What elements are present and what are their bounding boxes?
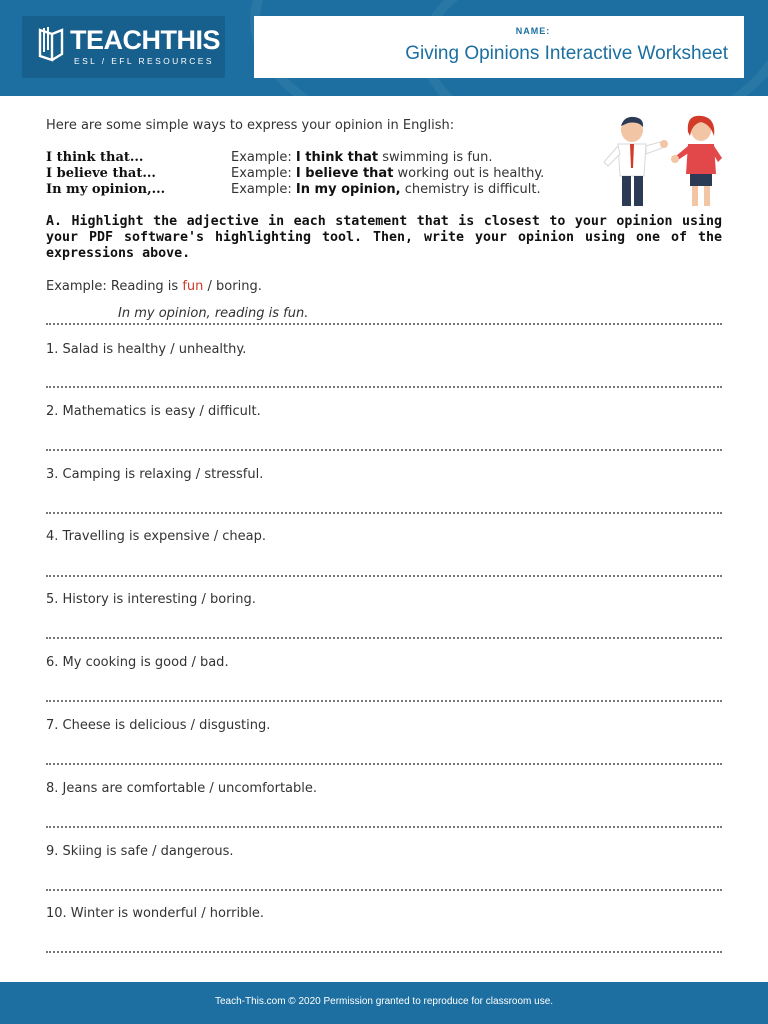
thumbs-down-woman-illustration <box>671 116 722 206</box>
example-answer-line <box>46 321 722 325</box>
phrase-row <box>46 150 544 166</box>
statement-2: 2. Mathematics is easy / difficult. <box>46 404 261 419</box>
answer-field-10[interactable] <box>46 949 722 953</box>
logo-subtitle: ESL / EFL RESOURCES <box>74 56 214 66</box>
statement-6: 6. My cooking is good / bad. <box>46 655 229 670</box>
answer-field-2[interactable] <box>46 447 722 451</box>
statement-4: 4. Travelling is expensive / cheap. <box>46 529 266 544</box>
header-banner <box>0 0 768 96</box>
thumbs-up-man-illustration <box>604 117 668 206</box>
answer-field-1[interactable] <box>46 384 722 388</box>
phrase-row <box>46 166 544 182</box>
phrase-example: Example: In my opinion, chemistry is difficult. <box>231 182 541 197</box>
title-panel <box>254 16 744 78</box>
answer-field-8[interactable] <box>46 824 722 828</box>
name-label: NAME: <box>515 26 551 36</box>
highlighted-adjective: fun <box>182 279 204 294</box>
answer-field-5[interactable] <box>46 635 722 639</box>
phrase-row <box>46 182 544 198</box>
statement-10: 10. Winter is wonderful / horrible. <box>46 906 265 921</box>
answer-field-9[interactable] <box>46 887 722 891</box>
opinion-people-illustration <box>598 112 728 212</box>
answer-field-4[interactable] <box>46 573 722 577</box>
phrase: I believe that... <box>46 166 156 181</box>
example-statement: Example: Reading is fun / boring. <box>46 279 262 294</box>
footer-text: Teach-This.com © 2020 Permission granted to reproduce for classroom use. <box>214 996 554 1007</box>
intro-text: Here are some simple ways to express your opinion in English: <box>46 118 455 133</box>
answer-field-6[interactable] <box>46 698 722 702</box>
statement-5: 5. History is interesting / boring. <box>46 592 256 607</box>
example-answer: In my opinion, reading is fun. <box>118 306 309 321</box>
statement-9: 9. Skiing is safe / dangerous. <box>46 844 234 859</box>
book-logo-icon <box>36 26 66 62</box>
answer-field-7[interactable] <box>46 761 722 765</box>
statement-8: 8. Jeans are comfortable / uncomfortable. <box>46 781 318 796</box>
answer-field-3[interactable] <box>46 510 722 514</box>
logo-text: TEACHTHIS <box>70 25 220 55</box>
phrase: I think that... <box>46 150 144 165</box>
statement-1: 1. Salad is healthy / unhealthy. <box>46 342 247 357</box>
phrase-table <box>46 150 544 198</box>
instruction-text: A. Highlight the adjective in each statement that is closest to your opinion using your PDF software's highlighting tool. Then, write your opinion using one of the expressions above. <box>46 214 722 261</box>
statement-7: 7. Cheese is delicious / disgusting. <box>46 718 271 733</box>
footer-banner <box>0 982 768 1024</box>
logo <box>22 16 225 78</box>
phrase: In my opinion,... <box>46 182 166 197</box>
statement-3: 3. Camping is relaxing / stressful. <box>46 467 264 482</box>
phrase-example: Example: I believe that working out is healthy. <box>231 166 545 181</box>
page-title: Giving Opinions Interactive Worksheet <box>405 43 728 64</box>
phrase-example: Example: I think that swimming is fun. <box>231 150 493 165</box>
